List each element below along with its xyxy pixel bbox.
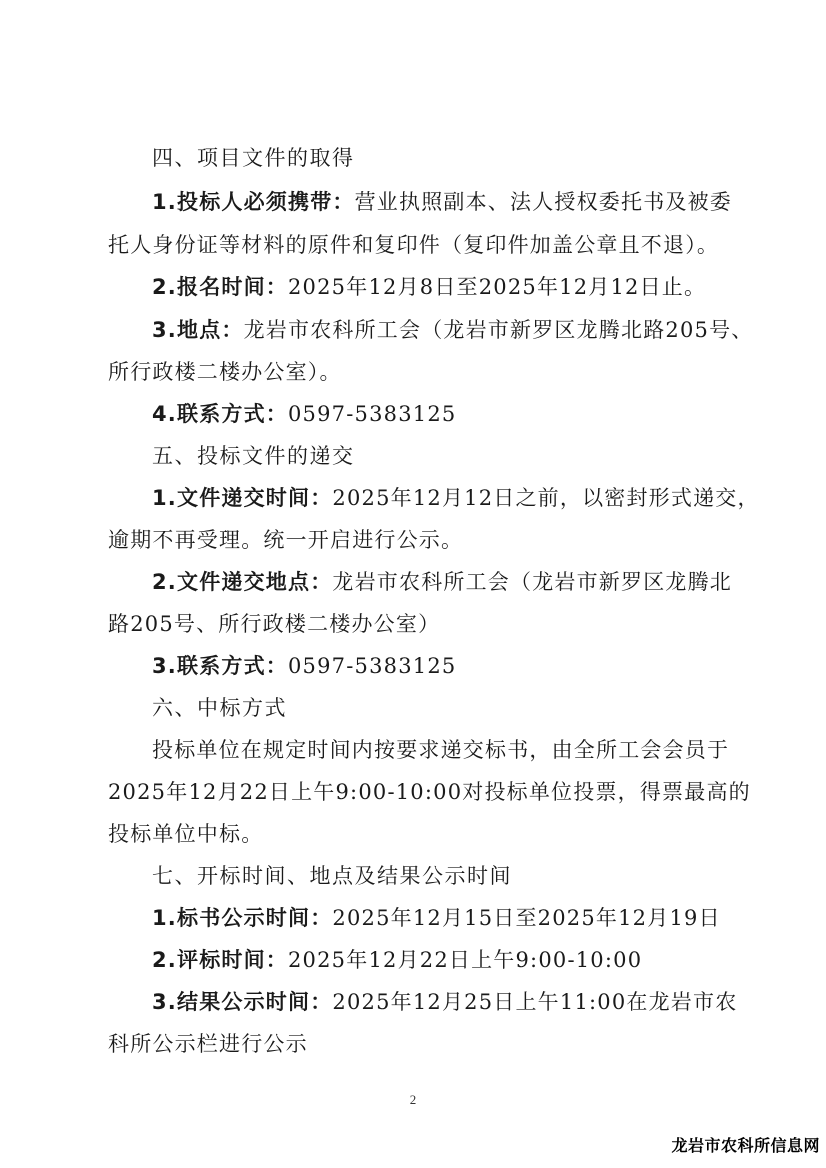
s5-item3 [152, 651, 456, 681]
page-number: 2 [409, 1092, 417, 1107]
s5-item3-text: 0597-5383125 [288, 654, 457, 678]
s4-item2-text: 2025年12月8日至2025年12月12日止。 [288, 275, 707, 299]
s7-item2-label: 2.评标时间： [152, 948, 288, 972]
s4-item1-text: 营业执照副本、法人授权委托书及被委 [354, 190, 732, 214]
section-heading-4: 四、项目文件的取得 [152, 146, 355, 170]
s5-item3-label: 3.联系方式： [152, 654, 288, 678]
s5-item1-label: 1.文件递交时间： [152, 486, 333, 510]
s7-item3-label: 3.结果公示时间： [152, 990, 333, 1014]
s5-item2-text: 龙岩市农科所工会（龙岩市新罗区龙腾北 [332, 570, 732, 594]
section-heading-7: 七、开标时间、地点及结果公示时间 [152, 864, 512, 888]
section-heading-5: 五、投标文件的递交 [152, 444, 355, 468]
s4-item2 [152, 272, 706, 302]
s4-item2-label: 2.报名时间： [152, 275, 288, 299]
s4-item1 [152, 187, 732, 217]
s4-item3-text: 龙岩市农科所工会（龙岩市新罗区龙腾北路205号、 [243, 318, 754, 342]
s4-item4-label: 4.联系方式： [152, 402, 288, 426]
s4-item1-cont: 托人身份证等材料的原件和复印件（复印件加盖公章且不退）。 [108, 233, 720, 257]
section-heading-6: 六、中标方式 [152, 696, 287, 720]
s4-item3-label: 3.地点： [152, 318, 244, 342]
s7-item2-text: 2025年12月22日上午9:00-10:00 [288, 948, 643, 972]
s6-para-line3: 投标单位中标。 [108, 822, 264, 846]
s7-item2 [152, 945, 642, 975]
s5-item2-cont: 路205号、所行政楼二楼办公室） [108, 612, 441, 636]
s5-item1 [152, 483, 760, 513]
s5-item2 [152, 567, 732, 597]
s5-item1-cont: 逾期不再受理。统一开启进行公示。 [108, 528, 464, 552]
s4-item1-label: 1.投标人必须携带： [152, 190, 355, 214]
s4-item3-cont: 所行政楼二楼办公室）。 [108, 360, 342, 384]
s5-item2-label: 2.文件递交地点： [152, 570, 333, 594]
s6-para-line2: 2025年12月22日上午9:00-10:00对投标单位投票，得票最高的 [108, 780, 751, 804]
s7-item3-text: 2025年12月25日上午11:00在龙岩市农 [332, 990, 738, 1014]
s7-item3 [152, 987, 737, 1017]
s4-item4-text: 0597-5383125 [288, 402, 457, 426]
s7-item3-cont: 科所公示栏进行公示 [108, 1032, 308, 1056]
s6-para-line1: 投标单位在规定时间内按要求递交标书，由全所工会会员于 [152, 738, 730, 762]
site-watermark: 龙岩市农科所信息网 [671, 1136, 820, 1155]
s7-item1 [152, 903, 721, 933]
s5-item1-text: 2025年12月12日之前，以密封形式递交， [332, 486, 760, 510]
s7-item1-label: 1.标书公示时间： [152, 906, 333, 930]
s7-item1-text: 2025年12月15日至2025年12月19日 [332, 906, 721, 930]
s4-item4 [152, 399, 456, 429]
s4-item3 [152, 315, 753, 345]
